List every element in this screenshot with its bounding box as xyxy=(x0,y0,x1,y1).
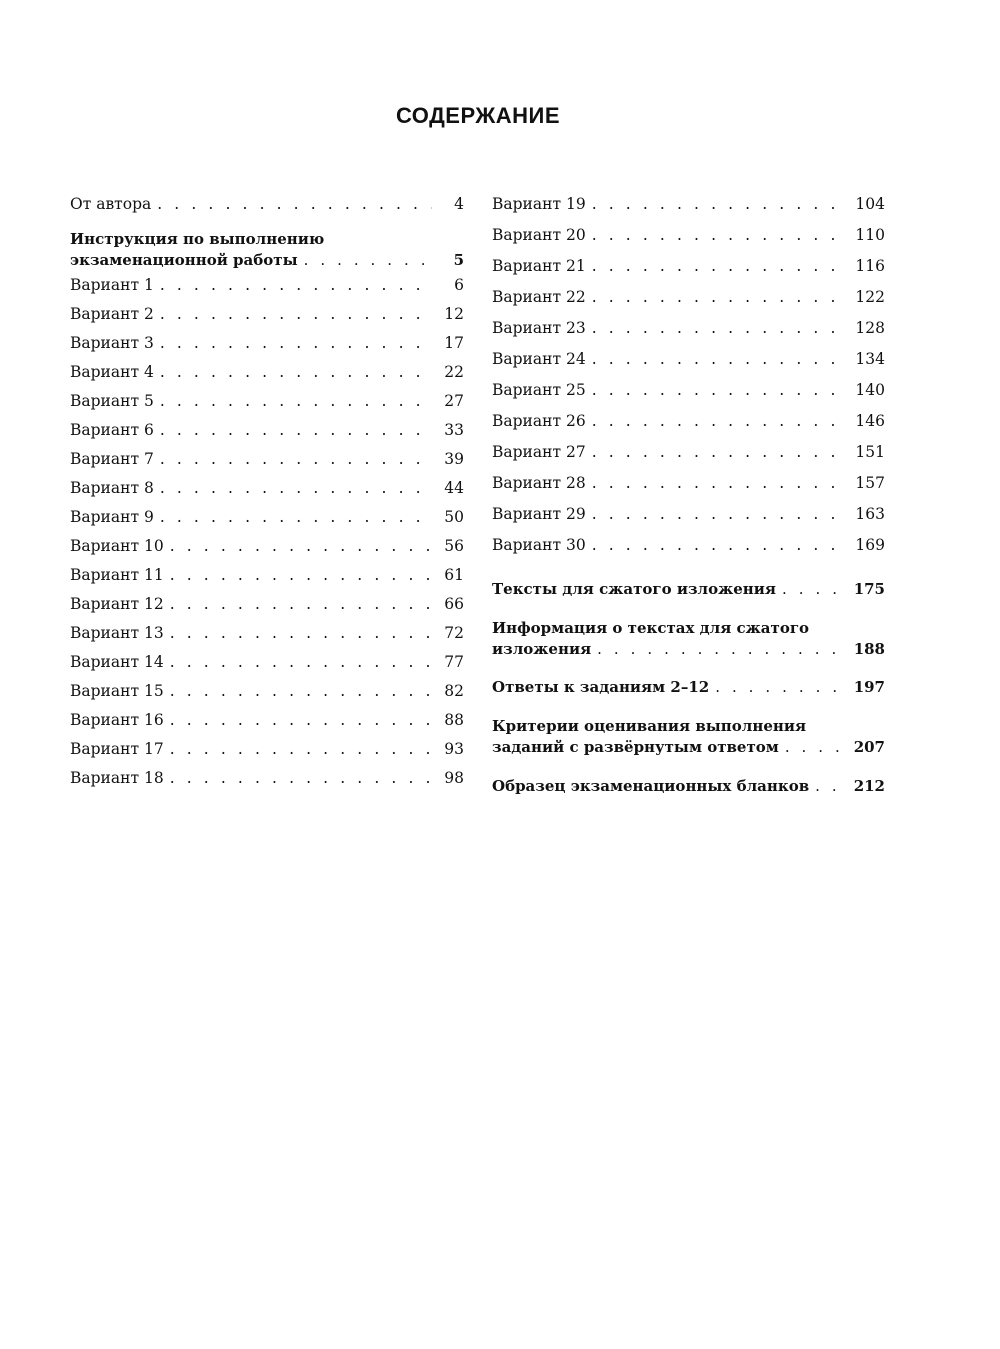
toc-entry-title: Вариант 20 xyxy=(492,226,586,244)
dot-leader xyxy=(785,737,846,758)
toc-entry xyxy=(492,473,885,494)
toc-entry-page-number: 188 xyxy=(853,640,885,658)
toc-entry-title: Вариант 19 xyxy=(492,195,586,213)
dot-leader xyxy=(304,250,432,271)
dot-leader xyxy=(592,442,848,463)
toc-entry-line xyxy=(492,535,885,556)
toc-right-column xyxy=(492,194,885,797)
dot-leader xyxy=(592,225,848,246)
toc-entry-line xyxy=(492,776,885,797)
toc-entry-title: Вариант 28 xyxy=(492,474,586,492)
toc-entry-line xyxy=(70,739,464,760)
toc-entry-title: Вариант 8 xyxy=(70,479,154,497)
toc-entry-line xyxy=(70,768,464,789)
toc-entry xyxy=(492,535,885,556)
toc-entry-page-number: 207 xyxy=(853,738,885,756)
toc-entry xyxy=(492,318,885,339)
toc-entry xyxy=(70,652,464,673)
toc-entry-page-number: 6 xyxy=(454,276,464,294)
toc-entry-page-number: 110 xyxy=(855,226,885,244)
toc-entry-line xyxy=(492,579,885,600)
toc-entry-line xyxy=(70,623,464,644)
toc-entry xyxy=(492,380,885,401)
toc-entry-page-number: 72 xyxy=(444,624,464,642)
toc-entry-page-number: 44 xyxy=(444,479,464,497)
toc-entry xyxy=(70,449,464,470)
toc-entry-line xyxy=(70,449,464,470)
dot-leader xyxy=(782,579,846,600)
toc-entry-title: Вариант 29 xyxy=(492,505,586,523)
toc-entry-title: изложения xyxy=(492,640,592,658)
toc-entry xyxy=(70,507,464,528)
toc-entry-title: заданий с развёрнутым ответом xyxy=(492,738,779,756)
toc-entry-title: Вариант 6 xyxy=(70,421,154,439)
toc-entry-page-number: 157 xyxy=(855,474,885,492)
toc-entry-title: Образец экзаменационных бланков xyxy=(492,777,810,795)
toc-entry-page-number: 50 xyxy=(444,508,464,526)
toc-entry-title: Вариант 24 xyxy=(492,350,586,368)
dot-leader xyxy=(592,535,848,556)
toc-entry-line xyxy=(492,194,885,215)
toc-entry-line xyxy=(70,362,464,383)
toc-entry-title: Вариант 17 xyxy=(70,740,164,758)
dot-leader xyxy=(160,304,432,325)
toc-entry-title: Вариант 27 xyxy=(492,443,586,461)
dot-leader xyxy=(160,478,432,499)
toc-entry-line xyxy=(492,737,885,758)
dot-leader xyxy=(160,391,432,412)
dot-leader xyxy=(170,594,432,615)
toc-entry-page-number: 93 xyxy=(444,740,464,758)
toc-entry xyxy=(70,565,464,586)
toc-entry-page-number: 104 xyxy=(855,195,885,213)
toc-entry xyxy=(492,677,885,698)
dot-leader xyxy=(815,776,846,797)
dot-leader xyxy=(170,768,432,789)
toc-entry-line xyxy=(70,194,464,215)
toc-entry xyxy=(492,776,885,797)
toc-entry-page-number: 56 xyxy=(444,537,464,555)
dot-leader xyxy=(597,639,846,660)
dot-leader xyxy=(170,565,432,586)
toc-entry-line xyxy=(492,411,885,432)
toc-entry xyxy=(70,768,464,789)
toc-entry-line xyxy=(492,349,885,370)
toc-entry-page-number: 27 xyxy=(444,392,464,410)
toc-entry-title: Вариант 7 xyxy=(70,450,154,468)
toc-entry-page-number: 146 xyxy=(855,412,885,430)
toc-entry-title: Вариант 18 xyxy=(70,769,164,787)
toc-entry xyxy=(492,716,885,758)
toc-entry-line xyxy=(492,287,885,308)
dot-leader xyxy=(170,536,432,557)
toc-entry xyxy=(492,579,885,600)
toc-entry xyxy=(492,349,885,370)
toc-entry-line xyxy=(492,473,885,494)
toc-entry-line xyxy=(70,710,464,731)
dot-leader xyxy=(592,473,848,494)
dot-leader xyxy=(160,449,432,470)
page-title: СОДЕРЖАНИЕ xyxy=(395,103,561,128)
toc-entry-line xyxy=(492,225,885,246)
toc-entry-title: Вариант 23 xyxy=(492,319,586,337)
dot-leader xyxy=(170,710,432,731)
toc-entry-page-number: 175 xyxy=(853,580,885,598)
toc-entry-title: Вариант 13 xyxy=(70,624,164,642)
toc-entry xyxy=(70,391,464,412)
toc-entry-title: Вариант 14 xyxy=(70,653,164,671)
toc-entry xyxy=(70,594,464,615)
toc-entry-title: Вариант 16 xyxy=(70,711,164,729)
toc-entry xyxy=(70,333,464,354)
toc-entry xyxy=(70,275,464,296)
toc-entry xyxy=(70,194,464,215)
toc-entry-page-number: 61 xyxy=(444,566,464,584)
dot-leader xyxy=(160,507,432,528)
toc-entry-line xyxy=(492,639,885,660)
toc-entry xyxy=(70,739,464,760)
dot-leader xyxy=(170,623,432,644)
toc-entry xyxy=(492,411,885,432)
toc-entry-line xyxy=(70,391,464,412)
dot-leader xyxy=(160,333,432,354)
toc-entry-page-number: 116 xyxy=(855,257,885,275)
toc-entry-title: Вариант 22 xyxy=(492,288,586,306)
toc-entry-page-number: 151 xyxy=(855,443,885,461)
dot-leader xyxy=(592,411,848,432)
toc-entry-title: Ответы к заданиям 2–12 xyxy=(492,678,710,696)
toc-entry-page-number: 17 xyxy=(444,334,464,352)
toc-entry xyxy=(70,304,464,325)
toc-entry-page-number: 197 xyxy=(853,678,885,696)
toc-entry xyxy=(70,623,464,644)
toc-entry-page-number: 5 xyxy=(453,251,464,269)
toc-entry xyxy=(492,194,885,215)
toc-entry xyxy=(492,256,885,277)
toc-entry-page-number: 22 xyxy=(444,363,464,381)
toc-entry-title: Вариант 10 xyxy=(70,537,164,555)
toc-entry-line xyxy=(70,507,464,528)
toc-entry-page-number: 39 xyxy=(444,450,464,468)
toc-entry-line xyxy=(70,681,464,702)
toc-entry-title: Вариант 15 xyxy=(70,682,164,700)
toc-entry-title: От автора xyxy=(70,195,152,213)
toc-entry-page-number: 98 xyxy=(444,769,464,787)
toc-entry xyxy=(70,362,464,383)
toc-entry-line xyxy=(492,256,885,277)
toc-entry-page-number: 88 xyxy=(444,711,464,729)
toc-entry-page-number: 122 xyxy=(855,288,885,306)
toc-entry xyxy=(70,478,464,499)
toc-entry-title: Вариант 11 xyxy=(70,566,164,584)
toc-entry-title: Вариант 12 xyxy=(70,595,164,613)
toc-entry xyxy=(70,536,464,557)
toc-entry-line xyxy=(70,478,464,499)
toc-entry xyxy=(70,681,464,702)
toc-entry-line xyxy=(70,275,464,296)
toc-entry xyxy=(70,710,464,731)
dot-leader xyxy=(157,194,432,215)
dot-leader xyxy=(592,256,848,277)
toc-entry xyxy=(492,287,885,308)
toc-entry-title-line1: Инструкция по выполнению xyxy=(70,230,325,248)
dot-leader xyxy=(170,681,432,702)
toc-entry-line xyxy=(70,420,464,441)
toc-entry-title: Вариант 1 xyxy=(70,276,154,294)
toc-entry-line xyxy=(70,304,464,325)
toc-entry-page-number: 4 xyxy=(454,195,464,213)
dot-leader xyxy=(160,362,432,383)
toc-entry-title: Вариант 9 xyxy=(70,508,154,526)
toc-entry-page-number: 33 xyxy=(444,421,464,439)
toc-left-column xyxy=(70,194,464,789)
toc-entry-line xyxy=(70,594,464,615)
toc-entry-line xyxy=(70,565,464,586)
toc-entry-title: Вариант 5 xyxy=(70,392,154,410)
dot-leader xyxy=(170,652,432,673)
toc-entry-page-number: 134 xyxy=(855,350,885,368)
dot-leader xyxy=(592,349,848,370)
dot-leader xyxy=(170,739,432,760)
toc-entry-line xyxy=(70,652,464,673)
toc-entry-line xyxy=(492,677,885,698)
toc-entry-title: Вариант 21 xyxy=(492,257,586,275)
toc-entry xyxy=(492,225,885,246)
toc-entry-page-number: 212 xyxy=(853,777,885,795)
dot-leader xyxy=(592,504,848,525)
toc-entry xyxy=(492,618,885,660)
toc-entry-page-number: 163 xyxy=(855,505,885,523)
toc-entry-line xyxy=(492,318,885,339)
toc-entry-title: Вариант 3 xyxy=(70,334,154,352)
dot-leader xyxy=(592,194,848,215)
toc-entry xyxy=(70,420,464,441)
toc-entry-title: Вариант 2 xyxy=(70,305,154,323)
toc-entry-page-number: 82 xyxy=(444,682,464,700)
toc-entry-line xyxy=(492,504,885,525)
toc-entry-page-number: 169 xyxy=(855,536,885,554)
dot-leader xyxy=(592,380,848,401)
toc-entry-line xyxy=(492,380,885,401)
toc-entry-title: Тексты для сжатого изложения xyxy=(492,580,776,598)
toc-entry xyxy=(70,229,464,271)
toc-entry-line xyxy=(70,333,464,354)
toc-entry-title: Вариант 25 xyxy=(492,381,586,399)
toc-entry-page-number: 12 xyxy=(444,305,464,323)
toc-entry xyxy=(492,504,885,525)
toc-entry-page-number: 77 xyxy=(444,653,464,671)
toc-entry-title-line1: Информация о текстах для сжатого xyxy=(492,619,810,637)
dot-leader xyxy=(715,677,845,698)
dot-leader xyxy=(160,420,432,441)
toc-entry-title-line1: Критерии оценивания выполнения xyxy=(492,717,807,735)
toc-entry-line xyxy=(492,442,885,463)
toc-entry-page-number: 140 xyxy=(855,381,885,399)
toc-entry-line xyxy=(70,536,464,557)
toc-entry-title: Вариант 4 xyxy=(70,363,154,381)
toc-entry-line xyxy=(70,250,464,271)
toc-entry-page-number: 128 xyxy=(855,319,885,337)
toc-entry-title: Вариант 26 xyxy=(492,412,586,430)
toc-entry xyxy=(492,442,885,463)
dot-leader xyxy=(592,287,848,308)
dot-leader xyxy=(160,275,432,296)
toc-entry-title: Вариант 30 xyxy=(492,536,586,554)
dot-leader xyxy=(592,318,848,339)
toc-entry-page-number: 66 xyxy=(444,595,464,613)
toc-entry-title: экзаменационной работы xyxy=(70,251,298,269)
